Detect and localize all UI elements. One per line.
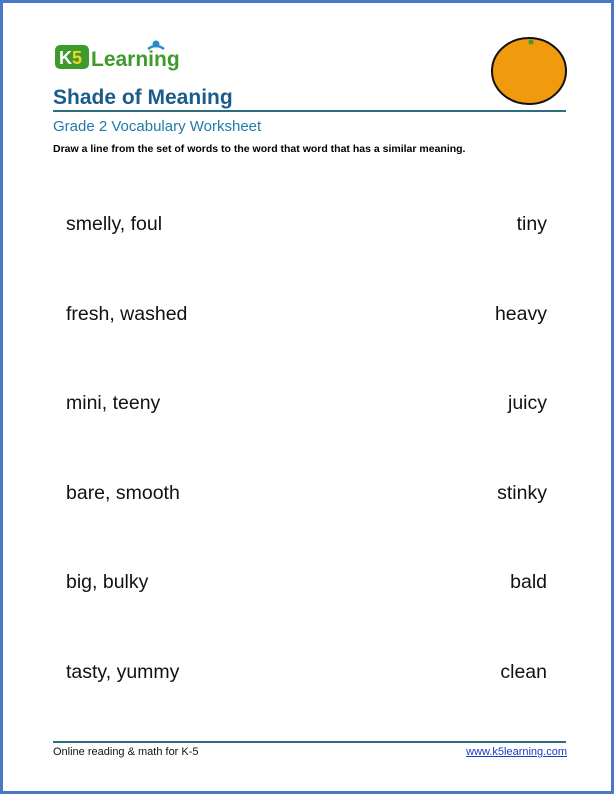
right-word-1: tiny [516,213,547,235]
right-word-4: stinky [497,482,547,504]
right-word-6: clean [500,661,547,683]
website-link[interactable]: www.k5learning.com [466,746,567,758]
svg-text:K: K [59,48,72,68]
footer-divider [53,741,566,743]
left-word-4: bare, smooth [66,482,180,504]
left-word-6: tasty, yummy [66,661,180,683]
footer-tagline: Online reading & math for K-5 [53,746,199,758]
left-word-5: big, bulky [66,571,149,593]
instructions-text: Draw a line from the set of words to the word that word that has a similar meaning. [53,143,466,155]
svg-text:Learning: Learning [91,48,180,71]
header-divider [53,110,566,112]
page-title: Shade of Meaning [53,86,233,109]
right-word-5: bald [510,571,547,593]
left-word-1: smelly, foul [66,213,163,235]
orange-icon [489,36,569,106]
left-word-2: fresh, washed [66,303,188,325]
right-word-2: heavy [494,303,547,325]
right-word-3: juicy [507,392,547,414]
svg-text:5: 5 [72,48,83,68]
worksheet-subtitle: Grade 2 Vocabulary Worksheet [53,118,262,135]
k5-learning-logo [55,39,205,75]
left-word-3: mini, teeny [66,392,161,414]
